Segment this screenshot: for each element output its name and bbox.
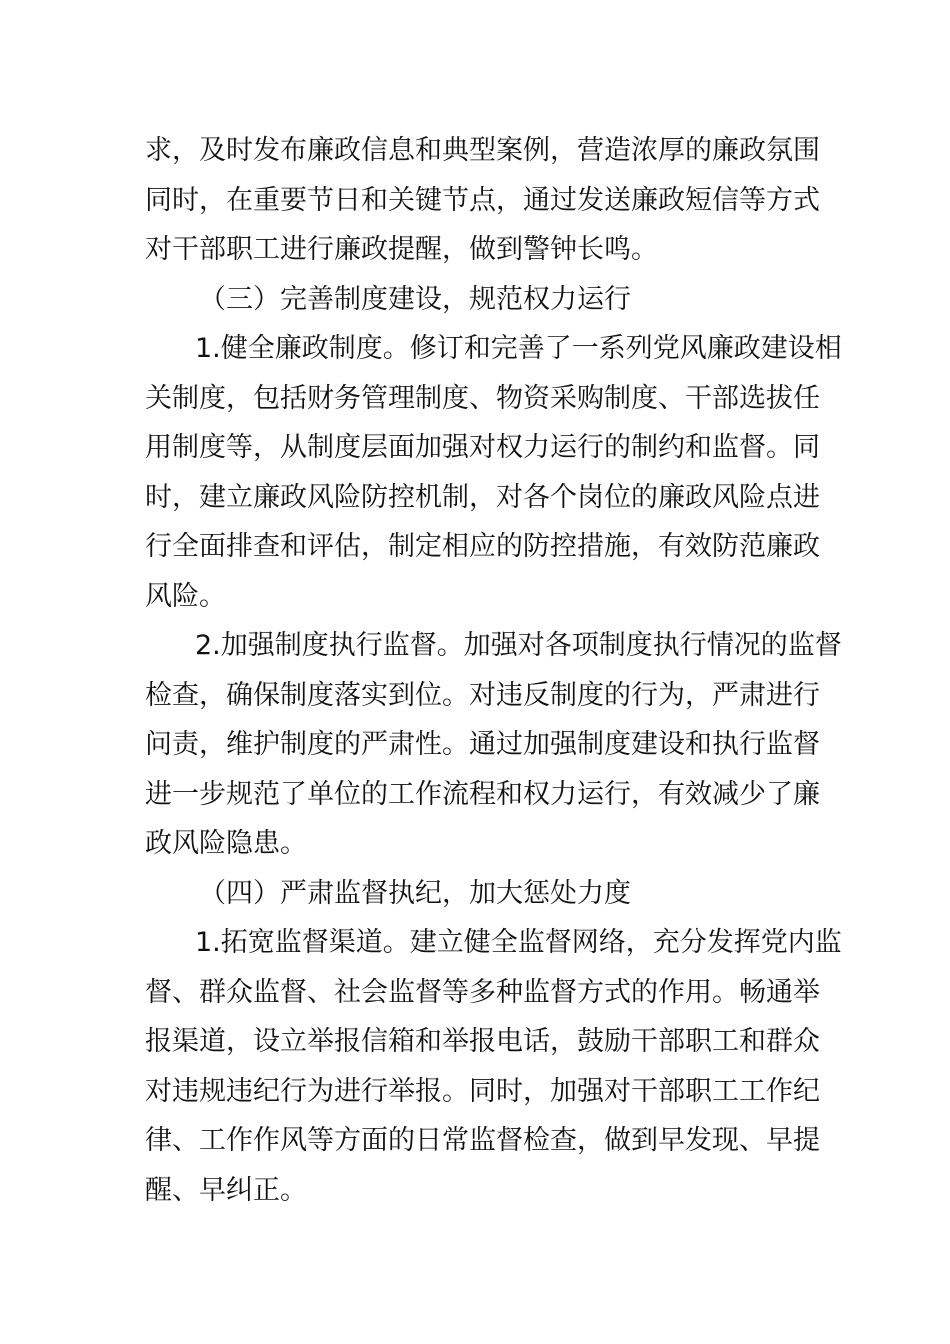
text-line: 对干部职工进行廉政提醒，做到警钟长鸣。 xyxy=(145,234,658,265)
section-heading: （四）严肃监督执纪，加大惩处力度 xyxy=(199,877,631,909)
text-line: 律、工作作风等方面的日常监督检查，做到早发现、早提 xyxy=(145,1125,820,1156)
paragraph-first-line: 1.健全廉政制度。修订和完善了一系列党风廉政建设相 xyxy=(195,333,842,364)
paragraph-first-line: 1.拓宽监督渠道。建立健全监督网络，充分发挥党内监 xyxy=(195,927,842,958)
text-line: 风险。 xyxy=(145,580,226,612)
text-line: 行全面排查和评估，制定相应的防控措施，有效防范廉政 xyxy=(145,531,820,562)
section-heading: （三）完善制度建设，规范权力运行 xyxy=(199,283,631,315)
paragraph-first-line: 2.加强制度执行监督。加强对各项制度执行情况的监督 xyxy=(195,630,842,661)
text-line: 关制度，包括财务管理制度、物资采购制度、干部选拔任 xyxy=(145,382,820,414)
text-line: 进一步规范了单位的工作流程和权力运行，有效减少了廉 xyxy=(145,778,820,810)
text-line: 政风险隐患。 xyxy=(145,828,307,859)
text-line: 报渠道，设立举报信箱和举报电话，鼓励干部职工和群众 xyxy=(145,1026,820,1057)
text-line: 对违规违纪行为进行举报。同时，加强对干部职工工作纪 xyxy=(145,1075,820,1107)
text-line: 醒、早纠正。 xyxy=(145,1174,307,1206)
text-line: 问责，维护制度的严肃性。通过加强制度建设和执行监督 xyxy=(145,729,820,760)
text-line: 督、群众监督、社会监督等多种监督方式的作用。畅通举 xyxy=(145,976,820,1008)
text-line: 检查，确保制度落实到位。对违反制度的行为，严肃进行 xyxy=(145,679,820,711)
text-line: 用制度等，从制度层面加强对权力运行的制约和监督。同 xyxy=(145,432,820,463)
text-line: 同时，在重要节日和关键节点，通过发送廉政短信等方式 xyxy=(145,184,820,216)
text-line: 求，及时发布廉政信息和典型案例，营造浓厚的廉政氛围 xyxy=(145,135,820,166)
document-body xyxy=(145,126,842,1215)
text-line: 时，建立廉政风险防控机制，对各个岗位的廉政风险点进 xyxy=(145,481,820,513)
